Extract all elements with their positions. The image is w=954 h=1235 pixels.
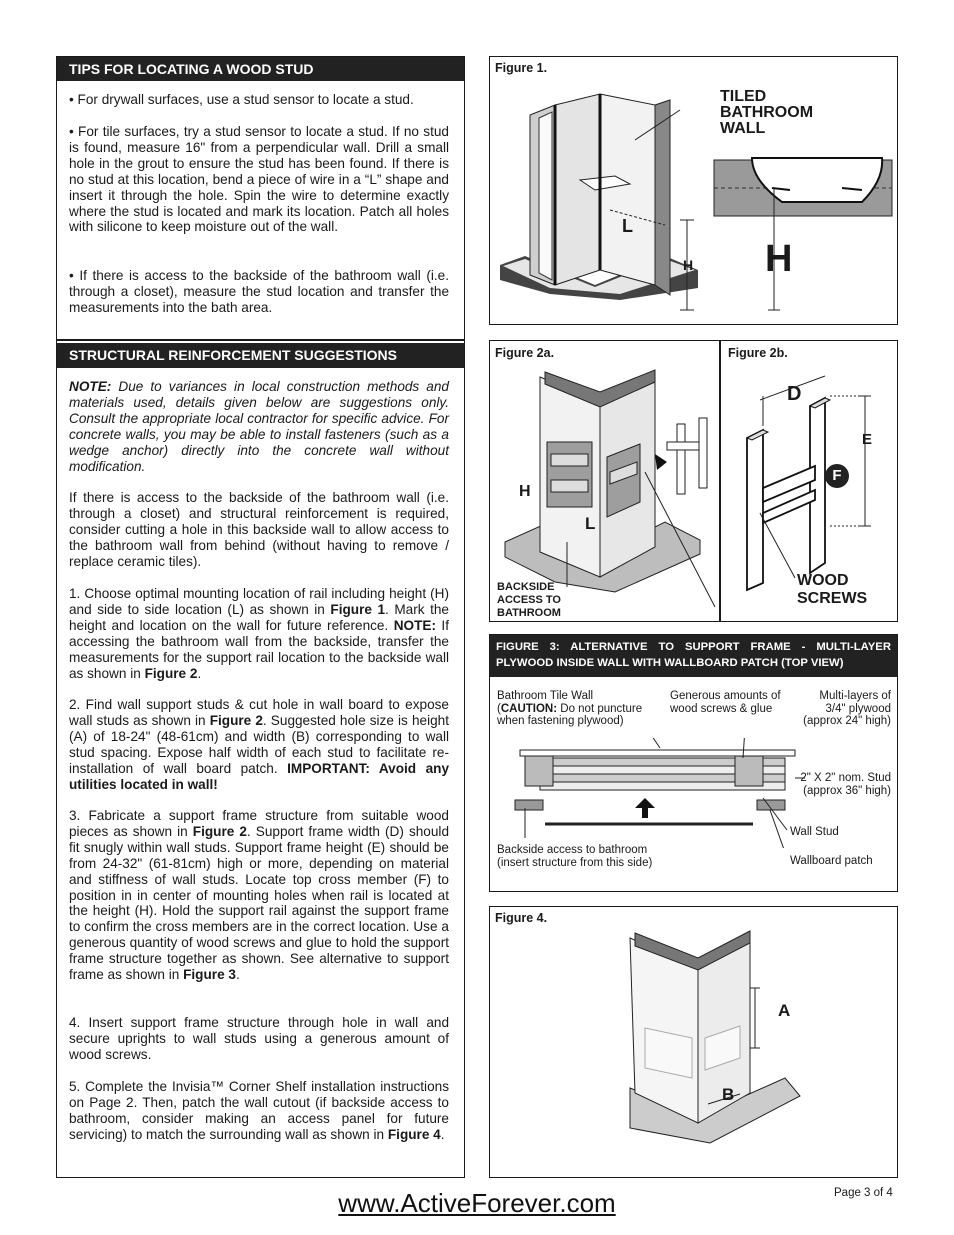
structural-title: STRUCTURAL REINFORCEMENT SUGGESTIONS [57, 343, 464, 368]
figure-2b-caption: Figure 2b. [728, 346, 788, 360]
fig1-label-tiled-wall: TILED BATHROOM WALL [720, 88, 814, 137]
step-1: 1. Choose optimal mounting location of rail including height (H) and side to side location (L) as shown in Figure 1. Mark the height and location on the wall for future reference. NOTE: If accessing the bathroom wall from the backside, transfer the measurements for the support rail location to the backside wall as shown in Figure 2. [69, 586, 449, 681]
note-label: NOTE: [69, 379, 112, 394]
footer-url-link[interactable]: www.ActiveForever.com [338, 1188, 616, 1218]
figure-2-divider [719, 341, 721, 621]
fig2b-label-f: F [825, 464, 849, 488]
fig1-label-h-small: H [683, 257, 694, 273]
note-text: Due to variances in local construction methods and materials used, details given below are suggestions only. Consult the appropriate local contractor for specific advice. For concrete walls, you may be able to install fasteners (such as a wedge anchor) directly into the concrete wall without modification. [69, 379, 449, 474]
step-4: 4. Insert support frame structure through hole in wall and secure uprights to wall studs using a generous amount of wood screws. [69, 1015, 449, 1062]
figure-4-caption: Figure 4. [495, 911, 548, 925]
step-5: 5. Complete the Invisia™ Corner Shelf installation instructions on Page 2. Then, patch the wall cutout (if backside access to bathroom, consider making an access panel for future servicing) to match the surrounding wall as shown in Figure 4. [69, 1079, 449, 1142]
tips-paragraph-3: • If there is access to the backside of the bathroom wall (i.e. through a closet), measure the stud location and transfer the measurements into the bath area. [69, 268, 449, 315]
fig2a-label-h: H [519, 483, 531, 500]
figure-3-title: FIGURE 3: ALTERNATIVE TO SUPPORT FRAME - MULTI-LAYER PLYWOOD INSIDE WALL WITH WALLBOARD PATCH (TOP VIEW) [490, 635, 897, 677]
tips-paragraph-2: • For tile surfaces, try a stud sensor to locate a stud. If no stud is found, measure 16" from a perpendicular wall. Drill a small hole in the grout to ensure the stud has been found. If there is no stud at this location, bend a piece of wire in a “L” shape and insert it through the hole. Spin the wire to determine exactly where the stud is located and mark its location. Patch all holes with silicone to keep moisture out of the wall. [69, 124, 449, 235]
step-3: 3. Fabricate a support frame structure from suitable wood pieces as shown in Figure 2. Support frame width (D) should fit snugly within wall studs. Support frame height (E) should be from 24-32" (61-81cm) high or more, depending on material and stiffness of wall studs. Locate top cross member (F) to position in in center of mounting holes when rail is located at the height (H). Hold the support rail against the support frame to confirm the cross members are in the correct location. Use a generous quantity of wood screws and glue to hold the support frame structure together as shown. See alternative to support frame as shown in Figure 3. [69, 808, 450, 983]
figure-1-caption: Figure 1. [495, 61, 548, 75]
fig3-backside-label: Backside access to bathroom (insert structure from this side) [497, 844, 653, 869]
fig3-glue-label: Generous amounts of wood screws & glue [670, 690, 781, 715]
step-2: 2. Find wall support studs & cut hole in wall board to expose wall studs as shown in Figure 2. Suggested hole size is height (A) of 18-24" (48-61cm) and width (B) corresponding to wall stud spacing. Expose half width of each stud to facilitate re-installation of wall board patch. IMPORTANT: Avoid any utilities located in wall! [69, 697, 449, 792]
fig4-label-a: A [778, 1001, 791, 1020]
fig3-stud-nom-label: 2" X 2" nom. Stud (approx 36" high) [800, 772, 891, 797]
fig3-wall-stud-label: Wall Stud [790, 826, 839, 838]
figure-2a-caption: Figure 2a. [495, 346, 555, 360]
fig2a-label-backside: BACKSIDE ACCESS TO BATHROOM [497, 581, 561, 619]
fig3-tile-wall-label: Bathroom Tile Wall (CAUTION: Do not puncture when fastening plywood) [497, 690, 643, 727]
tips-paragraph-1: • For drywall surfaces, use a stud sensor to locate a stud. [69, 92, 414, 107]
fig4-label-b: B [722, 1085, 735, 1104]
page-number: Page 3 of 4 [834, 1187, 893, 1199]
note-paragraph [69, 379, 449, 474]
fig2b-label-e: E [862, 431, 873, 448]
fig2b-label-d: D [787, 383, 802, 405]
fig2a-label-l: L [585, 514, 596, 533]
fig2b-label-wood-screws: WOOD SCREWS [797, 572, 868, 607]
shower-corner-illustration [495, 80, 710, 320]
support-frame-illustration [735, 368, 890, 593]
fig3-plywood-label: Multi-layers of 3/4" plywood (approx 24" high) [803, 690, 891, 727]
fig3-patch-label: Wallboard patch [790, 855, 873, 867]
fig1-label-l: L [622, 216, 633, 236]
rail-detail-illustration [712, 140, 894, 320]
fig1-label-h-big: H [765, 238, 793, 280]
tips-title: TIPS FOR LOCATING A WOOD STUD [57, 57, 464, 81]
patched-wall-illustration [600, 928, 830, 1173]
intro-paragraph: If there is access to the backside of the bathroom wall (i.e. through a closet) and structural reinforcement is required, consider cutting a hole in this backside wall to allow access to the bathroom wall from behind (without having to remove / replace ceramic tiles). [69, 490, 449, 569]
